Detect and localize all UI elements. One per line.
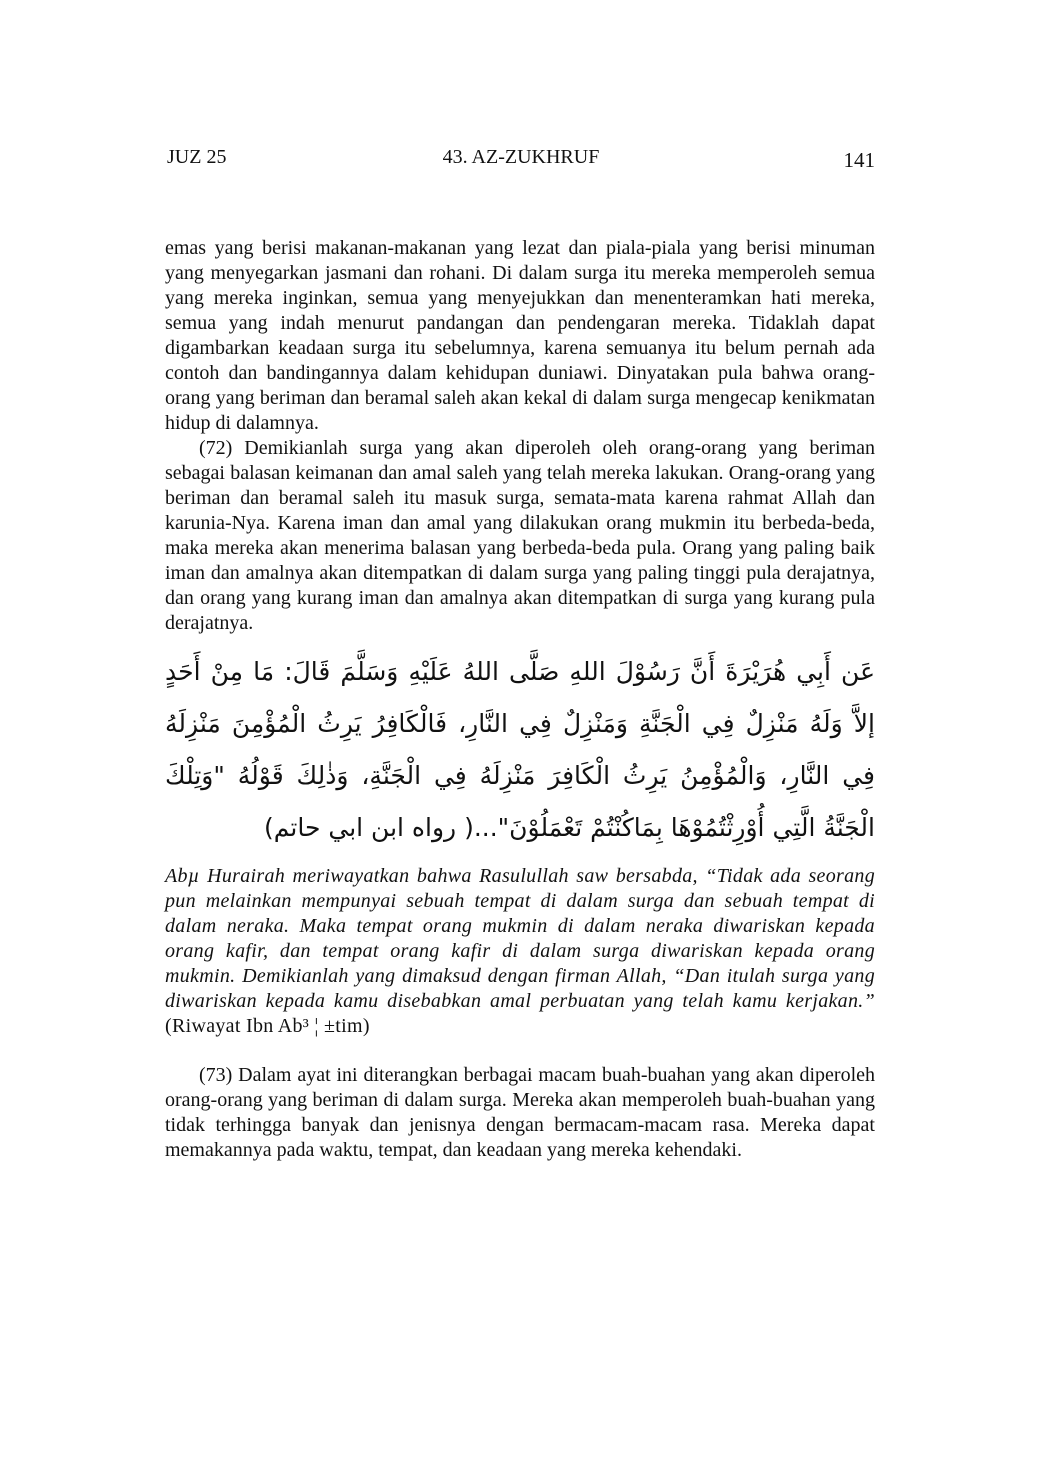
- paragraph-verse-72: (72) Demikianlah surga yang akan diperoleh oleh orang-orang yang beriman sebagai balasan keimanan dan amal saleh yang telah mereka lakukan. Orang-orang yang beriman dan beramal saleh itu masuk surga, semata-mata karena rahmat Allah dan karunia-Nya. Karena iman dan amal yang dilakukan orang mukmin itu berbeda-beda, maka mereka akan menerima balasan yang berbeda-beda pula. Orang yang paling baik iman dan amalnya akan ditempatkan di dalam surga yang paling tinggi pula derajatnya, dan orang yang kurang iman dan amalnya akan ditempatkan di surga yang kurang pula derajatnya.: [165, 437, 875, 634]
- surah-title: 43. AZ-ZUKHRUF: [442, 146, 600, 168]
- hadith-citation: (Riwayat Ibn Ab³ ¦ ±tim): [165, 1015, 370, 1037]
- page-body: [165, 236, 875, 1163]
- hadith-translation: [165, 864, 875, 1039]
- page-number: 141: [843, 148, 875, 172]
- paragraph-continuation: emas yang berisi makanan-makanan yang lezat dan piala-piala yang berisi minuman yang menyegarkan jasmani dan rohani. Di dalam surga itu mereka memperoleh semua yang mereka inginkan, semua yang menyejukkan dan menenteramkan hati mereka, semua yang indah menurut pandangan dan pendengaran mereka. Tidaklah dapat digambarkan keadaan surga itu sebelumnya, karena semuanya itu belum pernah ada contoh dan bandingannya dalam kehidupan duniawi. Dinyatakan pula bahwa orang-orang yang beriman dan beramal saleh akan kekal di dalam surga mengecap kenikmatan hidup di dalamnya.: [165, 237, 875, 434]
- paragraph-verse-73: (73) Dalam ayat ini diterangkan berbagai macam buah-buahan yang akan diperoleh orang-orang yang beriman di dalam surga. Mereka akan memperoleh buah-buahan yang tidak terhingga banyak dan jenisnya dengan bermacam-macam rasa. Mereka dapat memakannya pada waktu, tempat, dan keadaan yang mereka kehendaki.: [165, 1064, 875, 1161]
- hadith-arabic-text: عَن أَبِي هُرَيْرَةَ أَنَّ رَسُوْلَ اللهِ صَلَّى اللهُ عَلَيْهِ وَسَلَّمَ قَالَ: مَا مِنْ أَحَدٍ إلاَّ وَلَهُ مَنْزِلٌ فِي الْجَنَّةِ وَمَنْزِلٌ فِي النَّارِ، فَالْكَافِرُ يَرِثُ الْمُؤْمِنَ مَنْزِلَهُ فِي النَّارِ، وَالْمُؤْمِنُ يَرِثُ الْكَافِرَ مَنْزِلَهُ فِي الْجَنَّةِ، وَذٰلِكَ قَوْلُهُ "وَتِلْكَ الْجَنَّةُ الَّتِي أُوْرِثْتُمُوْهَا بِمَاكُنْتُمْ تَعْمَلُوْنَ"...( رواه ابن ابي حاتم): [165, 657, 875, 842]
- hadith-translation-text: Abµ Hurairah meriwayatkan bahwa Rasulullah saw bersabda, “Tidak ada seorang pun melainkan mempunyai sebuah tempat di dalam surga dan sebuah tempat di dalam neraka. Maka tempat orang mukmin di dalam neraka diwariskan kepada orang kafir, dan tempat orang kafir di dalam surga diwariskan kepada orang mukmin. Demikianlah yang dimaksud dengan firman Allah, “Dan itulah surga yang diwariskan kepada kamu disebabkan amal perbuatan yang telah kamu kerjakan.”: [165, 865, 875, 1012]
- section-gap: [165, 1039, 875, 1063]
- juz-label: JUZ 25: [167, 146, 227, 168]
- page-header: [167, 146, 875, 176]
